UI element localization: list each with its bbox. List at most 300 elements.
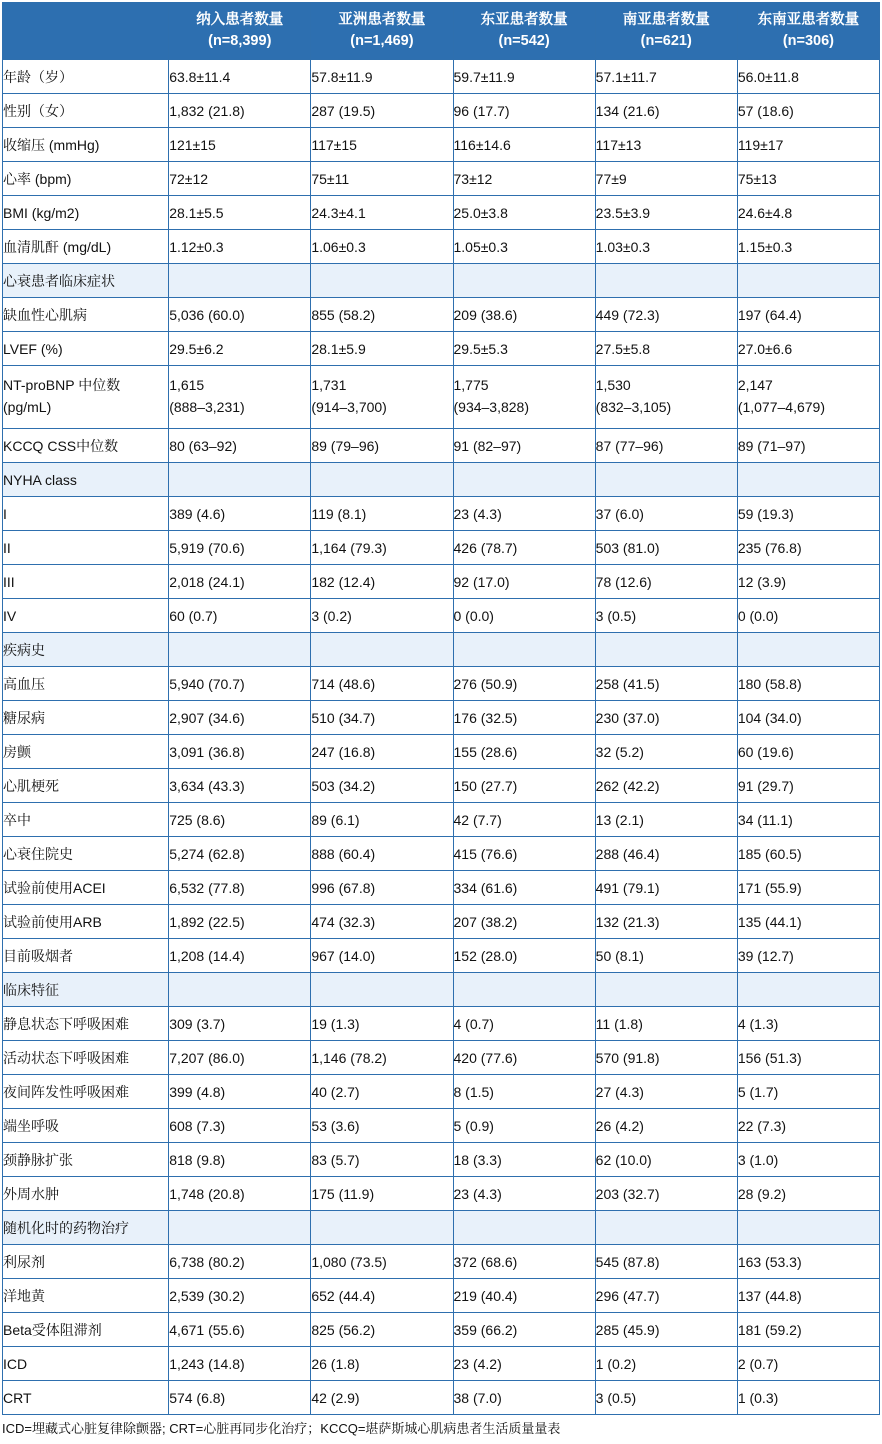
- table-cell: 4 (0.7): [453, 1007, 595, 1041]
- table-cell: 503 (34.2): [311, 769, 453, 803]
- row-label: 心衰住院史: [3, 837, 169, 871]
- row-label: 利尿剂: [3, 1245, 169, 1279]
- row-label: CRT: [3, 1381, 169, 1415]
- table-row: [3, 871, 880, 905]
- table-cell: 287 (19.5): [311, 94, 453, 128]
- header-cell-group-3: [453, 3, 595, 60]
- table-header: [3, 3, 880, 60]
- table-cell: 156 (51.3): [737, 1041, 879, 1075]
- table-cell: [737, 463, 879, 497]
- table-cell: 57.1±11.7: [595, 60, 737, 94]
- row-label: [3, 366, 169, 429]
- table-cell: 28.1±5.9: [311, 332, 453, 366]
- section-row: [3, 633, 880, 667]
- row-label: LVEF (%): [3, 332, 169, 366]
- table-cell: 5,919 (70.6): [169, 531, 311, 565]
- table-cell: [169, 463, 311, 497]
- table-row: [3, 803, 880, 837]
- table-cell: 182 (12.4): [311, 565, 453, 599]
- table-cell: 230 (37.0): [595, 701, 737, 735]
- table-row: [3, 1075, 880, 1109]
- header-cell-group-2: [311, 3, 453, 60]
- row-label: BMI (kg/m2): [3, 196, 169, 230]
- row-label: IV: [3, 599, 169, 633]
- row-label: I: [3, 497, 169, 531]
- table-cell: 78 (12.6): [595, 565, 737, 599]
- table-cell: 818 (9.8): [169, 1143, 311, 1177]
- table-cell: [595, 633, 737, 667]
- header-cell-group-1: [169, 3, 311, 60]
- table-row: [3, 701, 880, 735]
- row-label: 卒中: [3, 803, 169, 837]
- cell-line: 2,147: [737, 377, 773, 394]
- row-label: 洋地黄: [3, 1279, 169, 1313]
- row-label: III: [3, 565, 169, 599]
- cell-line: (832–3,105): [595, 399, 672, 415]
- table-cell: 11 (1.8): [595, 1007, 737, 1041]
- table-cell: 60 (19.6): [737, 735, 879, 769]
- table-row: [3, 667, 880, 701]
- table-cell: [453, 366, 595, 429]
- table-cell: 855 (58.2): [311, 298, 453, 332]
- table-cell: [737, 973, 879, 1007]
- table-cell: [453, 973, 595, 1007]
- table-page: [0, 2, 882, 1444]
- header-line: 纳入患者数量: [196, 11, 284, 28]
- table-cell: 725 (8.6): [169, 803, 311, 837]
- row-label: 静息状态下呼吸困难: [3, 1007, 169, 1041]
- table-cell: 56.0±11.8: [737, 60, 879, 94]
- header-row: [3, 3, 880, 60]
- table-cell: 714 (48.6): [311, 667, 453, 701]
- section-label: 随机化时的药物治疗: [3, 1211, 169, 1245]
- table-cell: [169, 633, 311, 667]
- header-cell-group-5: [737, 3, 879, 60]
- cell-line: 1,731: [311, 377, 347, 394]
- table-cell: 5 (1.7): [737, 1075, 879, 1109]
- table-cell: 26 (4.2): [595, 1109, 737, 1143]
- table-cell: 197 (64.4): [737, 298, 879, 332]
- table-cell: 24.3±4.1: [311, 196, 453, 230]
- table-cell: 91 (82–97): [453, 429, 595, 463]
- table-cell: 34 (11.1): [737, 803, 879, 837]
- table-cell: 29.5±5.3: [453, 332, 595, 366]
- header-line: 东南亚患者数量: [757, 11, 860, 28]
- table-cell: 203 (32.7): [595, 1177, 737, 1211]
- row-label: 活动状态下呼吸困难: [3, 1041, 169, 1075]
- table-cell: [595, 366, 737, 429]
- table-cell: 309 (3.7): [169, 1007, 311, 1041]
- table-cell: 175 (11.9): [311, 1177, 453, 1211]
- table-cell: 474 (32.3): [311, 905, 453, 939]
- table-cell: [311, 463, 453, 497]
- table-row: [3, 837, 880, 871]
- row-label: Beta受体阻滞剂: [3, 1313, 169, 1347]
- table-cell: [169, 1211, 311, 1245]
- table-row: [3, 1347, 880, 1381]
- table-cell: 25.0±3.8: [453, 196, 595, 230]
- table-cell: 72±12: [169, 162, 311, 196]
- table-cell: 3,634 (43.3): [169, 769, 311, 803]
- table-cell: 209 (38.6): [453, 298, 595, 332]
- table-cell: 3,091 (36.8): [169, 735, 311, 769]
- table-cell: 117±15: [311, 128, 453, 162]
- table-cell: 152 (28.0): [453, 939, 595, 973]
- header-cell-group-4: [595, 3, 737, 60]
- table-cell: 73±12: [453, 162, 595, 196]
- row-label: 房颤: [3, 735, 169, 769]
- section-label: 心衰患者临床症状: [3, 264, 169, 298]
- table-cell: 91 (29.7): [737, 769, 879, 803]
- table-cell: [169, 264, 311, 298]
- table-cell: 12 (3.9): [737, 565, 879, 599]
- table-cell: 1.03±0.3: [595, 230, 737, 264]
- table-cell: 42 (7.7): [453, 803, 595, 837]
- table-cell: 27 (4.3): [595, 1075, 737, 1109]
- cell-line: (888–3,231): [169, 399, 245, 415]
- cell-line: 1,615: [169, 377, 205, 394]
- table-row: [3, 1007, 880, 1041]
- table-row: [3, 60, 880, 94]
- table-cell: 104 (34.0): [737, 701, 879, 735]
- table-cell: 80 (63–92): [169, 429, 311, 463]
- table-cell: 28.1±5.5: [169, 196, 311, 230]
- table-cell: 996 (67.8): [311, 871, 453, 905]
- table-cell: [595, 1211, 737, 1245]
- table-cell: 121±15: [169, 128, 311, 162]
- table-cell: 426 (78.7): [453, 531, 595, 565]
- table-cell: 1,080 (73.5): [311, 1245, 453, 1279]
- section-label: NYHA class: [3, 463, 169, 497]
- table-cell: [311, 366, 453, 429]
- table-cell: 4,671 (55.6): [169, 1313, 311, 1347]
- table-cell: 296 (47.7): [595, 1279, 737, 1313]
- section-row: [3, 463, 880, 497]
- row-label: 收缩压 (mmHg): [3, 128, 169, 162]
- row-label: 缺血性心肌病: [3, 298, 169, 332]
- table-cell: [453, 1211, 595, 1245]
- table-cell: 185 (60.5): [737, 837, 879, 871]
- table-cell: 570 (91.8): [595, 1041, 737, 1075]
- row-label: KCCQ CSS中位数: [3, 429, 169, 463]
- table-cell: 23 (4.3): [453, 1177, 595, 1211]
- table-cell: 18 (3.3): [453, 1143, 595, 1177]
- row-label-line: (pg/mL): [3, 399, 52, 415]
- table-row: [3, 1381, 880, 1415]
- table-row: [3, 939, 880, 973]
- row-label: 试验前使用ARB: [3, 905, 169, 939]
- table-cell: [737, 633, 879, 667]
- table-cell: 39 (12.7): [737, 939, 879, 973]
- table-cell: 29.5±6.2: [169, 332, 311, 366]
- table-cell: 89 (79–96): [311, 429, 453, 463]
- table-cell: 389 (4.6): [169, 497, 311, 531]
- table-cell: 59.7±11.9: [453, 60, 595, 94]
- section-label: 疾病史: [3, 633, 169, 667]
- row-label: 外周水肿: [3, 1177, 169, 1211]
- table-cell: 3 (0.2): [311, 599, 453, 633]
- row-label: 血清肌酐 (mg/dL): [3, 230, 169, 264]
- table-cell: 652 (44.4): [311, 1279, 453, 1313]
- table-cell: 57.8±11.9: [311, 60, 453, 94]
- table-cell: 180 (58.8): [737, 667, 879, 701]
- table-cell: 5,274 (62.8): [169, 837, 311, 871]
- table-cell: 62 (10.0): [595, 1143, 737, 1177]
- table-cell: 1 (0.2): [595, 1347, 737, 1381]
- table-cell: 1,892 (22.5): [169, 905, 311, 939]
- table-cell: 3 (1.0): [737, 1143, 879, 1177]
- row-label: 目前吸烟者: [3, 939, 169, 973]
- table-row: [3, 599, 880, 633]
- table-cell: 6,532 (77.8): [169, 871, 311, 905]
- table-cell: 24.6±4.8: [737, 196, 879, 230]
- table-row: [3, 1245, 880, 1279]
- table-cell: 276 (50.9): [453, 667, 595, 701]
- table-cell: [453, 463, 595, 497]
- table-cell: 1.05±0.3: [453, 230, 595, 264]
- table-cell: [453, 264, 595, 298]
- table-cell: 40 (2.7): [311, 1075, 453, 1109]
- table-row: [3, 298, 880, 332]
- table-row: [3, 196, 880, 230]
- table-cell: 510 (34.7): [311, 701, 453, 735]
- cell-line: 1,775: [453, 377, 489, 394]
- table-cell: 399 (4.8): [169, 1075, 311, 1109]
- table-cell: 37 (6.0): [595, 497, 737, 531]
- table-cell: 262 (42.2): [595, 769, 737, 803]
- table-cell: 967 (14.0): [311, 939, 453, 973]
- table-cell: 372 (68.6): [453, 1245, 595, 1279]
- table-cell: 491 (79.1): [595, 871, 737, 905]
- table-cell: 3 (0.5): [595, 599, 737, 633]
- table-cell: 89 (71–97): [737, 429, 879, 463]
- table-row: [3, 531, 880, 565]
- table-cell: 132 (21.3): [595, 905, 737, 939]
- header-line: 南亚患者数量: [622, 11, 710, 28]
- table-cell: 3 (0.5): [595, 1381, 737, 1415]
- table-cell: 4 (1.3): [737, 1007, 879, 1041]
- cell-line: (914–3,700): [311, 399, 387, 415]
- baseline-characteristics-table: [2, 2, 880, 1415]
- table-cell: 1,748 (20.8): [169, 1177, 311, 1211]
- table-row: [3, 1279, 880, 1313]
- table-row: [3, 1143, 880, 1177]
- row-label: 试验前使用ACEI: [3, 871, 169, 905]
- table-row: [3, 429, 880, 463]
- table-cell: 89 (6.1): [311, 803, 453, 837]
- table-cell: 53 (3.6): [311, 1109, 453, 1143]
- table-cell: 92 (17.0): [453, 565, 595, 599]
- table-cell: 163 (53.3): [737, 1245, 879, 1279]
- table-row: [3, 735, 880, 769]
- row-label: 高血压: [3, 667, 169, 701]
- table-footnote: ICD=埋藏式心脏复律除颤器; CRT=心脏再同步化治疗；KCCQ=堪萨斯城心肌病患者生活质量量表: [2, 1421, 561, 1436]
- header-line: (n=1,469): [350, 33, 414, 49]
- table-cell: 181 (59.2): [737, 1313, 879, 1347]
- table-cell: 545 (87.8): [595, 1245, 737, 1279]
- header-line: 东亚患者数量: [480, 11, 568, 28]
- table-cell: 13 (2.1): [595, 803, 737, 837]
- row-label-line: NT-proBNP 中位数: [3, 377, 121, 394]
- table-row: [3, 230, 880, 264]
- table-row: [3, 769, 880, 803]
- table-cell: 8 (1.5): [453, 1075, 595, 1109]
- table-cell: 1,146 (78.2): [311, 1041, 453, 1075]
- table-cell: 134 (21.6): [595, 94, 737, 128]
- table-cell: 503 (81.0): [595, 531, 737, 565]
- header-line: (n=621): [640, 33, 692, 49]
- table-cell: 359 (66.2): [453, 1313, 595, 1347]
- table-cell: 5,940 (70.7): [169, 667, 311, 701]
- table-cell: [737, 366, 879, 429]
- row-label: ICD: [3, 1347, 169, 1381]
- table-cell: 288 (46.4): [595, 837, 737, 871]
- table-cell: 449 (72.3): [595, 298, 737, 332]
- row-label: 糖尿病: [3, 701, 169, 735]
- table-cell: 27.5±5.8: [595, 332, 737, 366]
- table-cell: 38 (7.0): [453, 1381, 595, 1415]
- table-row: [3, 497, 880, 531]
- table-cell: 334 (61.6): [453, 871, 595, 905]
- row-label: 性别（女）: [3, 94, 169, 128]
- table-row: [3, 128, 880, 162]
- table-cell: [737, 264, 879, 298]
- table-cell: 42 (2.9): [311, 1381, 453, 1415]
- table-cell: 1,164 (79.3): [311, 531, 453, 565]
- table-cell: 32 (5.2): [595, 735, 737, 769]
- table-cell: 96 (17.7): [453, 94, 595, 128]
- table-cell: 0 (0.0): [453, 599, 595, 633]
- table-cell: 2,539 (30.2): [169, 1279, 311, 1313]
- section-row: [3, 973, 880, 1007]
- table-cell: 63.8±11.4: [169, 60, 311, 94]
- table-cell: 176 (32.5): [453, 701, 595, 735]
- table-cell: [595, 463, 737, 497]
- cell-line: 1,530: [595, 377, 631, 394]
- table-cell: 219 (40.4): [453, 1279, 595, 1313]
- table-cell: 1,243 (14.8): [169, 1347, 311, 1381]
- table-row: [3, 1177, 880, 1211]
- table-cell: 171 (55.9): [737, 871, 879, 905]
- row-label: 年龄（岁）: [3, 60, 169, 94]
- table-cell: 23 (4.2): [453, 1347, 595, 1381]
- table-cell: 5 (0.9): [453, 1109, 595, 1143]
- table-cell: [311, 1211, 453, 1245]
- table-row: [3, 366, 880, 429]
- section-label: 临床特征: [3, 973, 169, 1007]
- header-line: (n=542): [498, 33, 550, 49]
- section-row: [3, 1211, 880, 1245]
- table-cell: 1,208 (14.4): [169, 939, 311, 973]
- table-cell: 19 (1.3): [311, 1007, 453, 1041]
- table-cell: 116±14.6: [453, 128, 595, 162]
- header-cell-row-label: [3, 3, 169, 60]
- table-row: [3, 565, 880, 599]
- table-cell: 0 (0.0): [737, 599, 879, 633]
- table-cell: 75±11: [311, 162, 453, 196]
- row-label: 心率 (bpm): [3, 162, 169, 196]
- table-cell: 28 (9.2): [737, 1177, 879, 1211]
- table-cell: 415 (76.6): [453, 837, 595, 871]
- table-cell: 135 (44.1): [737, 905, 879, 939]
- table-cell: [169, 366, 311, 429]
- row-label: II: [3, 531, 169, 565]
- table-cell: [311, 973, 453, 1007]
- table-cell: 137 (44.8): [737, 1279, 879, 1313]
- table-cell: 75±13: [737, 162, 879, 196]
- table-cell: [311, 264, 453, 298]
- table-cell: 50 (8.1): [595, 939, 737, 973]
- table-cell: 1,832 (21.8): [169, 94, 311, 128]
- table-cell: 2 (0.7): [737, 1347, 879, 1381]
- table-cell: [453, 633, 595, 667]
- header-line: (n=306): [782, 33, 834, 49]
- header-line: 亚洲患者数量: [338, 11, 426, 28]
- table-cell: 1.12±0.3: [169, 230, 311, 264]
- row-label: 端坐呼吸: [3, 1109, 169, 1143]
- table-cell: 2,018 (24.1): [169, 565, 311, 599]
- table-cell: 57 (18.6): [737, 94, 879, 128]
- table-cell: 608 (7.3): [169, 1109, 311, 1143]
- table-cell: 2,907 (34.6): [169, 701, 311, 735]
- table-row: [3, 1109, 880, 1143]
- table-cell: 119±17: [737, 128, 879, 162]
- table-cell: [737, 1211, 879, 1245]
- table-cell: 59 (19.3): [737, 497, 879, 531]
- table-cell: 888 (60.4): [311, 837, 453, 871]
- table-body: [3, 60, 880, 1415]
- table-cell: 1.15±0.3: [737, 230, 879, 264]
- table-cell: 26 (1.8): [311, 1347, 453, 1381]
- table-cell: 1.06±0.3: [311, 230, 453, 264]
- table-cell: 285 (45.9): [595, 1313, 737, 1347]
- header-line: (n=8,399): [208, 33, 272, 49]
- table-cell: 22 (7.3): [737, 1109, 879, 1143]
- table-row: [3, 1313, 880, 1347]
- table-cell: 235 (76.8): [737, 531, 879, 565]
- row-label: 心肌梗死: [3, 769, 169, 803]
- section-row: [3, 264, 880, 298]
- table-cell: [311, 633, 453, 667]
- table-cell: 1 (0.3): [737, 1381, 879, 1415]
- table-cell: 23 (4.3): [453, 497, 595, 531]
- table-row: [3, 162, 880, 196]
- table-cell: 155 (28.6): [453, 735, 595, 769]
- table-cell: 5,036 (60.0): [169, 298, 311, 332]
- table-cell: 7,207 (86.0): [169, 1041, 311, 1075]
- table-cell: 83 (5.7): [311, 1143, 453, 1177]
- table-cell: 574 (6.8): [169, 1381, 311, 1415]
- table-cell: 87 (77–96): [595, 429, 737, 463]
- table-cell: [169, 973, 311, 1007]
- table-row: [3, 1041, 880, 1075]
- table-cell: [595, 973, 737, 1007]
- table-row: [3, 332, 880, 366]
- table-cell: 258 (41.5): [595, 667, 737, 701]
- table-cell: 117±13: [595, 128, 737, 162]
- table-row: [3, 905, 880, 939]
- cell-line: (934–3,828): [453, 399, 530, 415]
- table-cell: 247 (16.8): [311, 735, 453, 769]
- table-cell: [595, 264, 737, 298]
- table-cell: 60 (0.7): [169, 599, 311, 633]
- table-cell: 150 (27.7): [453, 769, 595, 803]
- row-label: 颈静脉扩张: [3, 1143, 169, 1177]
- row-label: 夜间阵发性呼吸困难: [3, 1075, 169, 1109]
- table-cell: 6,738 (80.2): [169, 1245, 311, 1279]
- table-cell: 77±9: [595, 162, 737, 196]
- table-cell: 119 (8.1): [311, 497, 453, 531]
